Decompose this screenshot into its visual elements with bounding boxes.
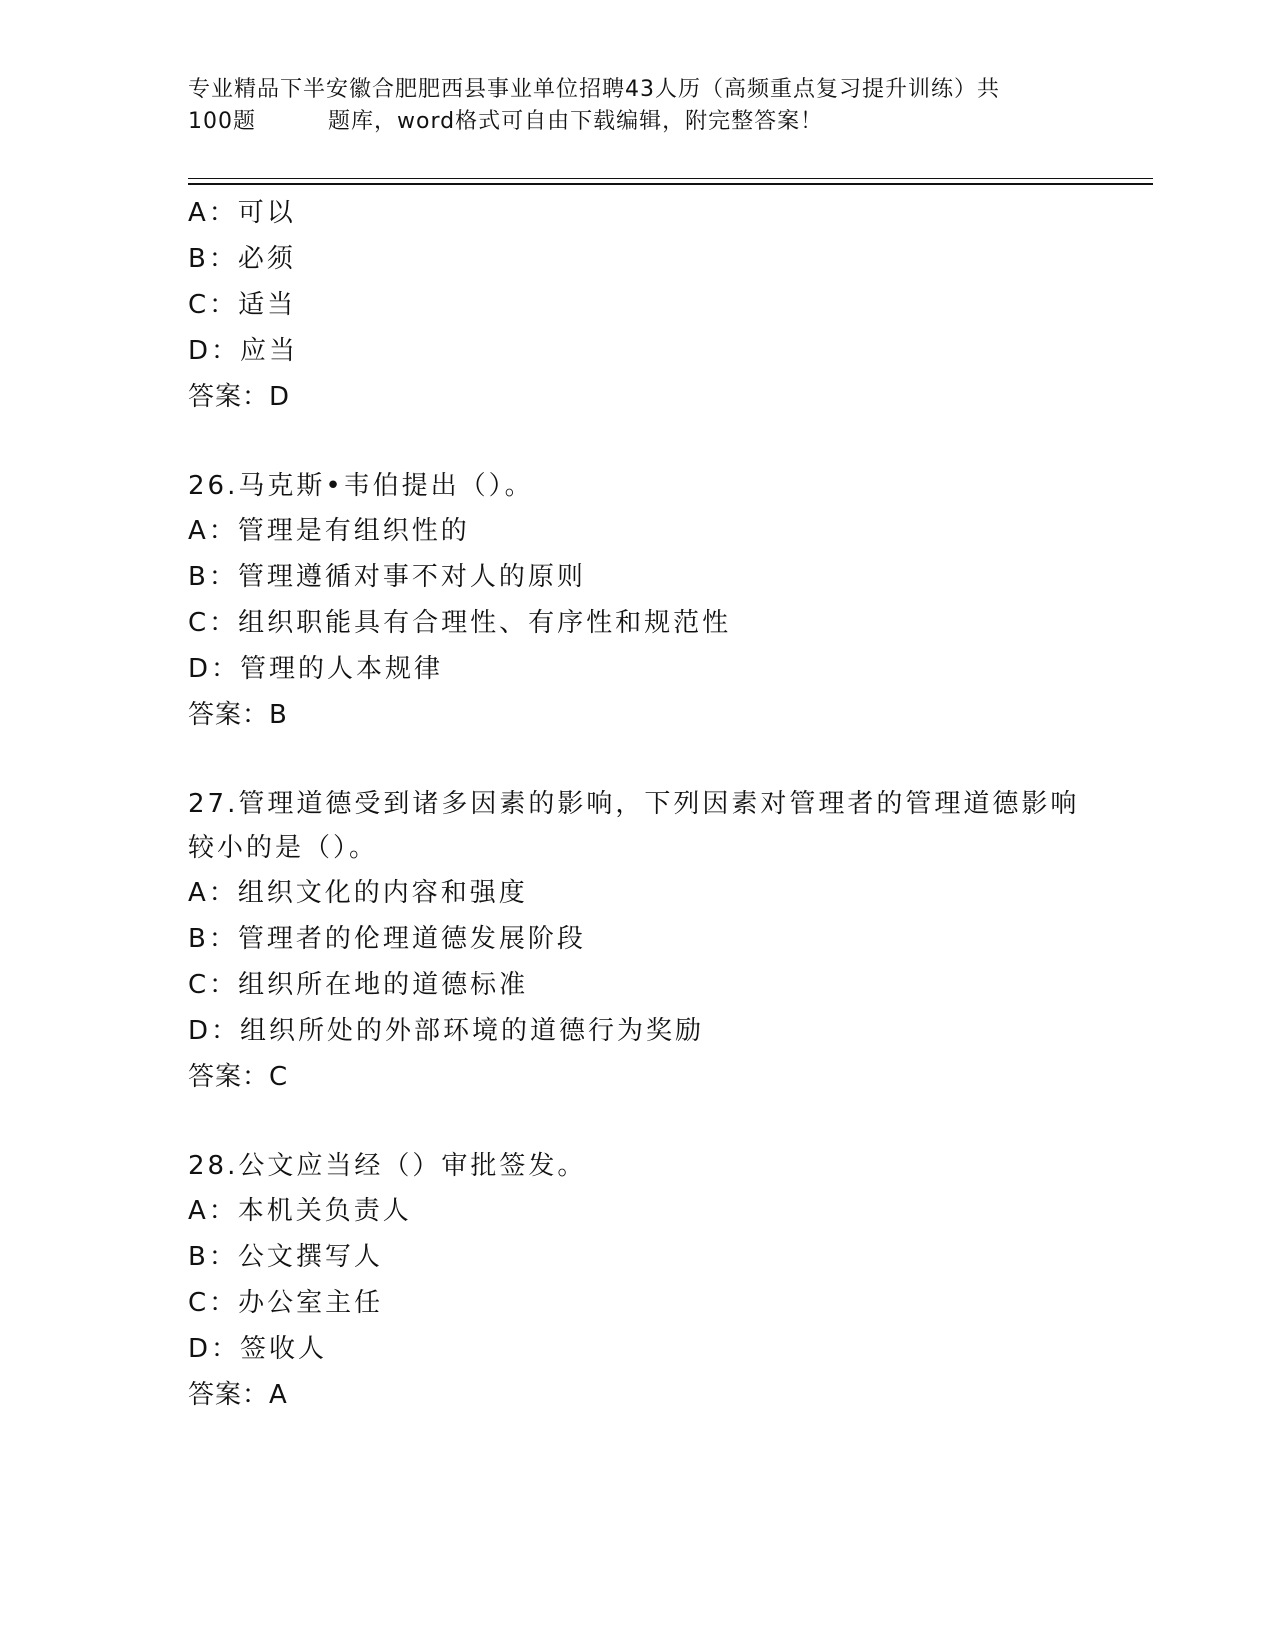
option-c: C：组织所在地的道德标准	[188, 970, 529, 1000]
option-d: D：组织所处的外部环境的道德行为奖励	[188, 1016, 705, 1046]
document-header	[188, 74, 1088, 138]
option-b: B：公文撰写人	[188, 1242, 383, 1272]
option-b: B：管理者的伦理道德发展阶段	[188, 924, 586, 954]
header-title-line-2	[188, 106, 1088, 138]
question-stem-line-1: 27.管理道德受到诸多因素的影响，下列因素对管理者的管理道德影响	[188, 789, 1080, 819]
question-26	[188, 464, 1148, 738]
header-title-line-1: 专业精品下半安徽合肥肥西县事业单位招聘43人历（高频重点复习提升训练）共	[188, 77, 1000, 102]
question-stem: 26.马克斯•韦伯提出（）。	[188, 471, 534, 501]
header-question-count: 100题	[188, 109, 256, 134]
header-description: 题库，word格式可自由下载编辑，附完整答案！	[328, 109, 824, 134]
option-d: D：管理的人本规律	[188, 654, 444, 684]
option-c: C：办公室主任	[188, 1288, 384, 1318]
question-27	[188, 782, 1148, 1100]
option-d: D：签收人	[188, 1334, 328, 1364]
option-a: A：管理是有组织性的	[188, 516, 470, 546]
question-stem: 28.公文应当经（）审批签发。	[188, 1151, 587, 1181]
option-a: A：组织文化的内容和强度	[188, 878, 528, 908]
option-c: C：组织职能具有合理性、有序性和规范性	[188, 608, 732, 638]
answer-line: 答案：A	[188, 1380, 288, 1410]
question-28	[188, 1144, 1148, 1418]
answer-line: 答案：D	[188, 382, 291, 412]
header-divider-thin	[188, 178, 1153, 179]
question-stem-line-2: 较小的是（）。	[188, 833, 379, 863]
answer-line: 答案：C	[188, 1062, 289, 1092]
option-b: B：管理遵循对事不对人的原则	[188, 562, 586, 592]
option-a: A：可以	[188, 198, 296, 228]
option-a: A：本机关负责人	[188, 1196, 412, 1226]
option-d: D：应当	[188, 336, 299, 366]
header-gap	[256, 106, 328, 138]
option-c: C：适当	[188, 290, 297, 320]
answer-line: 答案：B	[188, 700, 288, 730]
question-content	[188, 190, 1148, 1418]
option-b: B：必须	[188, 244, 296, 274]
header-divider-thick	[188, 183, 1153, 185]
previous-question-block	[188, 190, 1148, 420]
